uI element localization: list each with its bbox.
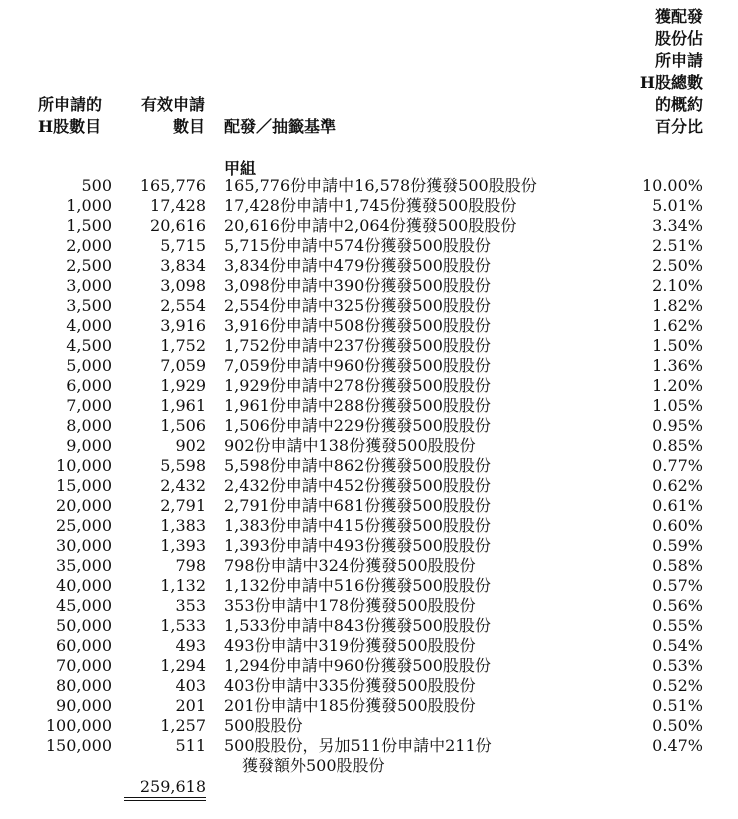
valid-applications-cell: 3,098 [160,276,206,295]
allocation-basis-text: 500股股份，另加511份申請中211份 [224,736,492,755]
header-percentage-line4: H股總數 [639,73,703,92]
valid-applications-cell: 1,132 [160,576,206,595]
shares-applied-cell: 100,000 [45,716,112,735]
shares-applied-cell: 150,000 [45,736,112,755]
percentage-cell: 2.51% [652,236,703,255]
shares-applied-cell: 4,500 [66,336,112,355]
shares-applied-cell: 1,500 [66,216,112,235]
percentage-cell: 0.56% [652,596,703,615]
allocation-basis-cell [224,716,303,736]
allocation-basis-text: 20,616份申請中2,064份獲發500股股份 [224,216,517,235]
header-shares-applied [38,94,118,138]
valid-applications-cell: 20,616 [150,216,206,235]
shares-applied-cell: 50,000 [56,616,112,635]
allocation-basis-text: 2,432份申請中452份獲發500股股份 [224,476,491,495]
percentage-cell: 0.61% [652,496,703,515]
table-row [0,736,738,778]
percentage-cell: 1.05% [652,396,703,415]
percentage-cell: 0.50% [652,716,703,735]
allocation-basis-cell [224,296,491,316]
valid-applications-cell: 511 [175,736,206,755]
shares-applied-cell: 3,000 [66,276,112,295]
header-percentage-line3: 所申請 [654,51,703,70]
allocation-basis-cell [224,436,476,456]
table-row [0,456,738,476]
table-row [0,216,738,236]
percentage-cell: 0.62% [652,476,703,495]
allocation-basis-cell [224,176,537,196]
allocation-basis-text: 3,834份申請中479份獲發500股股份 [224,256,491,275]
allocation-basis-cell [224,656,491,676]
allocation-basis-cell [224,476,491,496]
percentage-cell: 0.77% [652,456,703,475]
table-row [0,496,738,516]
table-row [0,696,738,716]
shares-applied-cell: 30,000 [56,536,112,555]
valid-applications-cell: 2,432 [160,476,206,495]
shares-applied-cell: 2,000 [66,236,112,255]
percentage-cell: 0.60% [652,516,703,535]
allocation-basis-cell [224,576,491,596]
allocation-basis-text: 2,791份申請中681份獲發500股股份 [224,496,491,515]
table-row [0,196,738,216]
shares-applied-cell: 1,000 [66,196,112,215]
table-row [0,296,738,316]
total-applications: 259,618 [139,777,206,796]
table-row [0,676,738,696]
table-row [0,356,738,376]
shares-applied-cell: 60,000 [56,636,112,655]
header-valid-applications [125,94,205,138]
table-row [0,316,738,336]
valid-applications-cell: 1,383 [160,516,206,535]
allocation-basis-text: 1,961份申請中288份獲發500股股份 [224,396,491,415]
group-label: 甲組 [224,159,257,178]
table-row [0,376,738,396]
table-row [0,576,738,596]
percentage-cell: 0.52% [652,676,703,695]
shares-applied-cell: 35,000 [56,556,112,575]
percentage-cell: 2.50% [652,256,703,275]
shares-applied-cell: 3,500 [66,296,112,315]
allocation-basis-cell [224,696,476,716]
valid-applications-cell: 1,752 [160,336,206,355]
table-row [0,336,738,356]
allocation-basis-text: 403份申請中335份獲發500股股份 [224,676,476,695]
allocation-basis-text: 1,132份申請中516份獲發500股股份 [224,576,491,595]
allocation-basis-text: 1,752份申請中237份獲發500股股份 [224,336,491,355]
allocation-basis-cell [224,556,476,576]
shares-applied-cell: 9,000 [66,436,112,455]
shares-applied-cell: 40,000 [56,576,112,595]
allocation-basis-text: 353份申請中178份獲發500股股份 [224,596,476,615]
percentage-cell: 1.82% [652,296,703,315]
table-row [0,176,738,196]
table-row [0,636,738,656]
valid-applications-cell: 798 [175,556,206,575]
allocation-basis-text: 1,533份申請中843份獲發500股股份 [224,616,491,635]
shares-applied-cell: 90,000 [56,696,112,715]
allocation-basis-cell [224,276,491,296]
allocation-basis-text: 493份申請中319份獲發500股股份 [224,636,476,655]
allocation-basis-cell [224,316,491,336]
header-approx-percentage [620,6,703,138]
table-row [0,716,738,736]
allocation-basis-cell [224,356,491,376]
header-valid-applications-line1: 有效申請 [140,95,205,114]
shares-applied-cell: 45,000 [56,596,112,615]
valid-applications-cell: 1,506 [160,416,206,435]
header-percentage-line1: 獲配發 [654,7,703,26]
allocation-basis-text: 798份申請中324份獲發500股股份 [224,556,476,575]
table-row [0,596,738,616]
shares-applied-cell: 6,000 [66,376,112,395]
valid-applications-cell: 1,393 [160,536,206,555]
percentage-cell: 0.85% [652,436,703,455]
allocation-basis-text: 7,059份申請中960份獲發500股股份 [224,356,491,375]
allocation-basis-cell [224,536,491,556]
allocation-basis-text: 3,098份申請中390份獲發500股股份 [224,276,491,295]
allocation-basis-cell [224,456,491,476]
allocation-basis-cell [224,216,516,236]
table-row [0,416,738,436]
valid-applications-cell: 165,776 [139,176,206,195]
percentage-cell: 1.50% [652,336,703,355]
shares-applied-cell: 20,000 [56,496,112,515]
valid-applications-cell: 1,533 [160,616,206,635]
percentage-cell: 0.53% [652,656,703,675]
valid-applications-cell: 493 [175,636,206,655]
allocation-basis-cell [224,416,491,436]
header-allocation-basis: 配發／抽籤基準 [224,117,337,136]
valid-applications-cell: 201 [175,696,206,715]
shares-applied-cell: 10,000 [56,456,112,475]
valid-applications-cell: 1,929 [160,376,206,395]
allocation-basis-cell [224,236,491,256]
shares-applied-cell: 15,000 [56,476,112,495]
table-row [0,276,738,296]
allocation-basis-text: 3,916份申請中508份獲發500股股份 [224,316,491,335]
allocation-basis-cell [224,196,516,216]
allocation-basis-text: 165,776份申請中16,578份獲發500股股份 [224,176,537,195]
total-double-underline [124,797,206,801]
shares-applied-cell: 2,500 [66,256,112,275]
header-valid-applications-line2: 數目 [172,117,205,136]
valid-applications-cell: 2,554 [160,296,206,315]
shares-applied-cell: 25,000 [56,516,112,535]
table-row [0,256,738,276]
header-percentage-line6: 百分比 [654,117,703,136]
percentage-cell: 0.47% [652,736,703,755]
valid-applications-cell: 3,916 [160,316,206,335]
shares-applied-cell: 80,000 [56,676,112,695]
percentage-cell: 5.01% [652,196,703,215]
allocation-basis-cell [224,496,491,516]
header-percentage-line2: 股份佔 [654,29,703,48]
header-shares-applied-line1: 所申請的 [38,95,103,114]
allocation-basis-cell [224,376,491,396]
percentage-cell: 0.57% [652,576,703,595]
percentage-cell: 0.55% [652,616,703,635]
percentage-cell: 2.10% [652,276,703,295]
percentage-cell: 0.54% [652,636,703,655]
valid-applications-cell: 2,791 [160,496,206,515]
table-row [0,436,738,456]
table-row [0,616,738,636]
shares-applied-cell: 8,000 [66,416,112,435]
table-row [0,476,738,496]
shares-applied-cell: 7,000 [66,396,112,415]
header-shares-applied-line2: H股數目 [38,117,102,136]
valid-applications-cell: 5,598 [160,456,206,475]
allocation-basis-text: 1,506份申請中229份獲發500股股份 [224,416,491,435]
allocation-basis-cell [224,396,491,416]
allocation-basis-text-line2: 獲發額外500股股份 [242,756,385,775]
valid-applications-cell: 1,257 [160,716,206,735]
shares-applied-cell: 500 [81,176,112,195]
valid-applications-cell: 353 [175,596,206,615]
table-row [0,556,738,576]
allocation-basis-text: 201份申請中185份獲發500股股份 [224,696,476,715]
allocation-basis-cell [224,596,476,616]
percentage-cell: 0.95% [652,416,703,435]
allocation-basis-text: 1,383份申請中415份獲發500股股份 [224,516,491,535]
valid-applications-cell: 5,715 [160,236,206,255]
allocation-basis-cell [224,736,492,776]
allocation-basis-cell [224,676,476,696]
allocation-basis-text: 500股股份 [224,716,303,735]
percentage-cell: 0.59% [652,536,703,555]
percentage-cell: 1.62% [652,316,703,335]
percentage-cell: 0.51% [652,696,703,715]
allocation-basis-text: 1,294份申請中960份獲發500股股份 [224,656,491,675]
allocation-basis-cell [224,256,491,276]
percentage-cell: 1.20% [652,376,703,395]
allocation-basis-cell [224,336,491,356]
table-row [0,536,738,556]
percentage-cell: 3.34% [652,216,703,235]
allocation-basis-text: 2,554份申請中325份獲發500股股份 [224,296,491,315]
table-row [0,656,738,676]
percentage-cell: 10.00% [641,176,703,195]
allocation-basis-cell [224,636,476,656]
valid-applications-cell: 403 [175,676,206,695]
allocation-table [0,176,738,778]
allocation-basis-cell [224,516,491,536]
allocation-basis-text: 5,715份申請中574份獲發500股股份 [224,236,491,255]
allocation-basis-text: 1,393份申請中493份獲發500股股份 [224,536,491,555]
valid-applications-cell: 1,294 [160,656,206,675]
shares-applied-cell: 5,000 [66,356,112,375]
shares-applied-cell: 70,000 [56,656,112,675]
valid-applications-cell: 902 [175,436,206,455]
table-row [0,396,738,416]
allocation-basis-cell [224,616,491,636]
allocation-basis-text: 902份申請中138份獲發500股股份 [224,436,476,455]
table-row [0,516,738,536]
shares-applied-cell: 4,000 [66,316,112,335]
valid-applications-cell: 1,961 [160,396,206,415]
allocation-basis-text: 5,598份申請中862份獲發500股股份 [224,456,491,475]
valid-applications-cell: 7,059 [160,356,206,375]
valid-applications-cell: 17,428 [150,196,206,215]
header-percentage-line5: 的概約 [654,95,703,114]
allocation-basis-text: 17,428份申請中1,745份獲發500股股份 [224,196,517,215]
percentage-cell: 0.58% [652,556,703,575]
allocation-basis-text: 1,929份申請中278份獲發500股股份 [224,376,491,395]
table-row [0,236,738,256]
valid-applications-cell: 3,834 [160,256,206,275]
percentage-cell: 1.36% [652,356,703,375]
